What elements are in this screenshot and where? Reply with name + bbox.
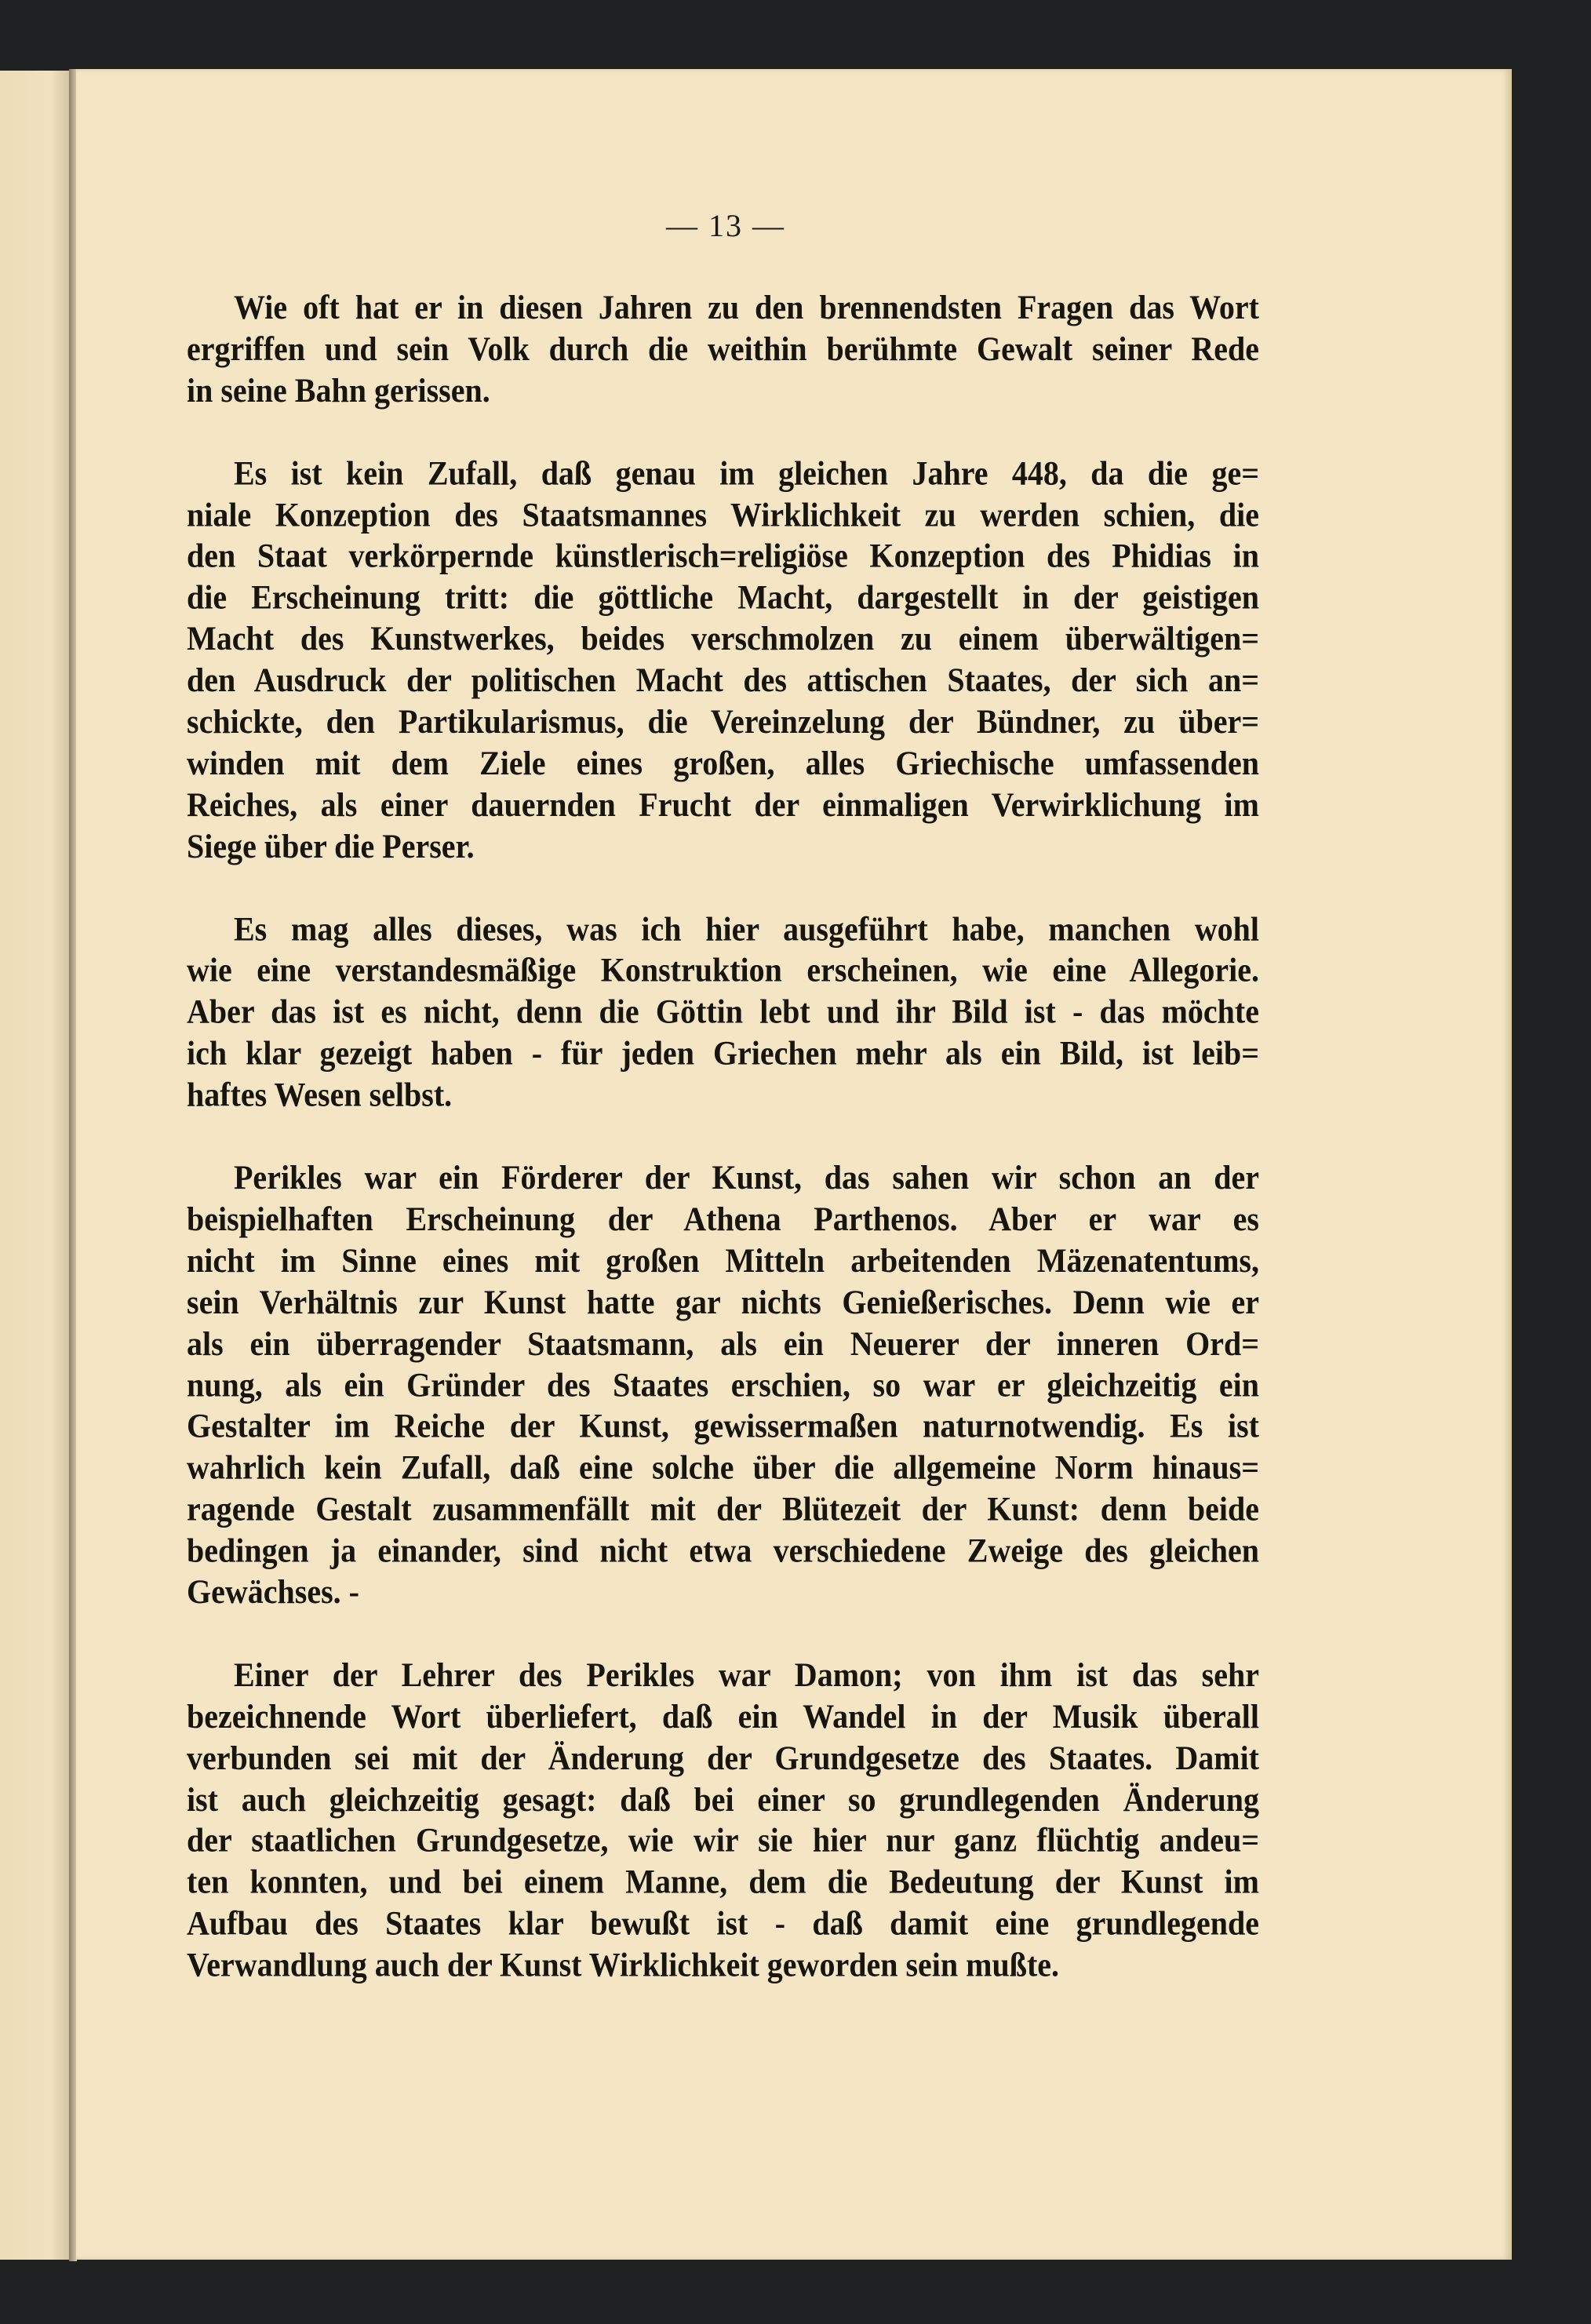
text-line: ist auch gleichzeitig gesagt: daß bei einer so grundlegenden Änderung (187, 1779, 1259, 1819)
book-page (76, 69, 1512, 2260)
text-line: ragende Gestalt zusammenfällt mit der Blütezeit der Kunst: denn beide (187, 1489, 1259, 1528)
text-line: beispielhaften Erscheinung der Athena Parthenos. Aber er war es (187, 1200, 1259, 1238)
text-line: Verwandlung auch der Kunst Wirklichkeit geworden sein mußte. (187, 1945, 1060, 1984)
paragraph (187, 453, 1259, 867)
text-line: bezeichnende Wort überliefert, daß ein Wandel in der Musik überall (187, 1696, 1259, 1736)
text-line: verbunden sei mit der Änderung der Grundgesetze des Staates. Damit (187, 1738, 1259, 1777)
text-line: haftes Wesen selbst. (187, 1075, 453, 1114)
text-line: Reiches, als einer dauernden Frucht der einmaligen Verwirklichung im (187, 785, 1259, 824)
text-line: den Ausdruck der politischen Macht des attischen Staates, der sich an= (187, 661, 1259, 700)
text-line: in seine Bahn gerissen. (187, 370, 490, 410)
text-line: Macht des Kunstwerkes, beides verschmolzen zu einem überwältigen= (187, 619, 1259, 658)
text-line: schickte, den Partikularismus, die Vereinzelung der Bündner, zu über= (187, 702, 1259, 741)
text-line: Aber das ist es nicht, denn die Göttin lebt und ihr Bild ist - das möchte (187, 992, 1259, 1031)
text-line: niale Konzeption des Staatsmannes Wirklichkeit zu werden schien, die (187, 495, 1259, 534)
text-line: den Staat verkörpernde künstlerisch=religiöse Konzeption des Phidias in (187, 536, 1259, 575)
body-text (187, 287, 1259, 2027)
text-line: Perikles war ein Förderer der Kunst, das sahen wir schon an der (234, 1158, 1259, 1197)
text-line: Gewächses. - (187, 1572, 359, 1612)
text-line: ich klar gezeigt haben - für jeden Griechen mehr als ein Bild, ist leib= (187, 1033, 1259, 1073)
text-line: nicht im Sinne eines mit großen Mitteln arbeitenden Mäzenatentums, (187, 1240, 1259, 1280)
text-line: der staatlichen Grundgesetze, wie wir sie hier nur ganz flüchtig andeu= (187, 1821, 1259, 1860)
text-line: Aufbau des Staates klar bewußt ist - daß damit eine grundlegende (187, 1903, 1259, 1943)
text-line: die Erscheinung tritt: die göttliche Macht, dargestellt in der geistigen (187, 577, 1259, 617)
paragraph (187, 287, 1259, 411)
text-line: Einer der Lehrer des Perikles war Damon; von ihm ist das sehr (234, 1656, 1259, 1694)
facing-page-edge (0, 71, 72, 2260)
paragraph (187, 1655, 1259, 1987)
text-line: bedingen ja einander, sind nicht etwa verschiedene Zweige des gleichen (187, 1531, 1259, 1570)
text-line: ergriffen und sein Volk durch die weithin berühmte Gewalt seiner Rede (187, 329, 1259, 368)
text-line: wahrlich kein Zufall, daß eine solche über die allgemeine Norm hinaus= (187, 1448, 1259, 1487)
text-line: als ein überragender Staatsmann, als ein Neuerer der inneren Ord= (187, 1324, 1259, 1363)
paragraph (187, 1157, 1259, 1613)
text-line: Es mag alles dieses, was ich hier ausgeführt habe, manchen wohl (234, 909, 1259, 948)
text-line: Gestalter im Reiche der Kunst, gewissermaßen naturnotwendig. Es ist (187, 1407, 1259, 1445)
text-line: Siege über die Perser. (187, 826, 475, 865)
text-line: Es ist kein Zufall, daß genau im gleichen Jahre 448, da die ge= (234, 454, 1259, 492)
text-line: nung, als ein Gründer des Staates erschien, so war er gleichzeitig ein (187, 1365, 1259, 1404)
text-line: sein Verhältnis zur Kunst hatte gar nichts Genießerisches. Denn wie er (187, 1282, 1259, 1321)
paragraph (187, 909, 1259, 1116)
text-line: wie eine verstandesmäßige Konstruktion erscheinen, wie eine Allegorie. (187, 951, 1259, 989)
text-line: winden mit dem Ziele eines großen, alles Griechische umfassenden (187, 744, 1259, 782)
text-line: Wie oft hat er in diesen Jahren zu den brennendsten Fragen das Wort (234, 288, 1259, 326)
text-line: ten konnten, und bei einem Manne, dem die Bedeutung der Kunst im (187, 1863, 1259, 1901)
page-number: — 13 — (666, 208, 785, 243)
